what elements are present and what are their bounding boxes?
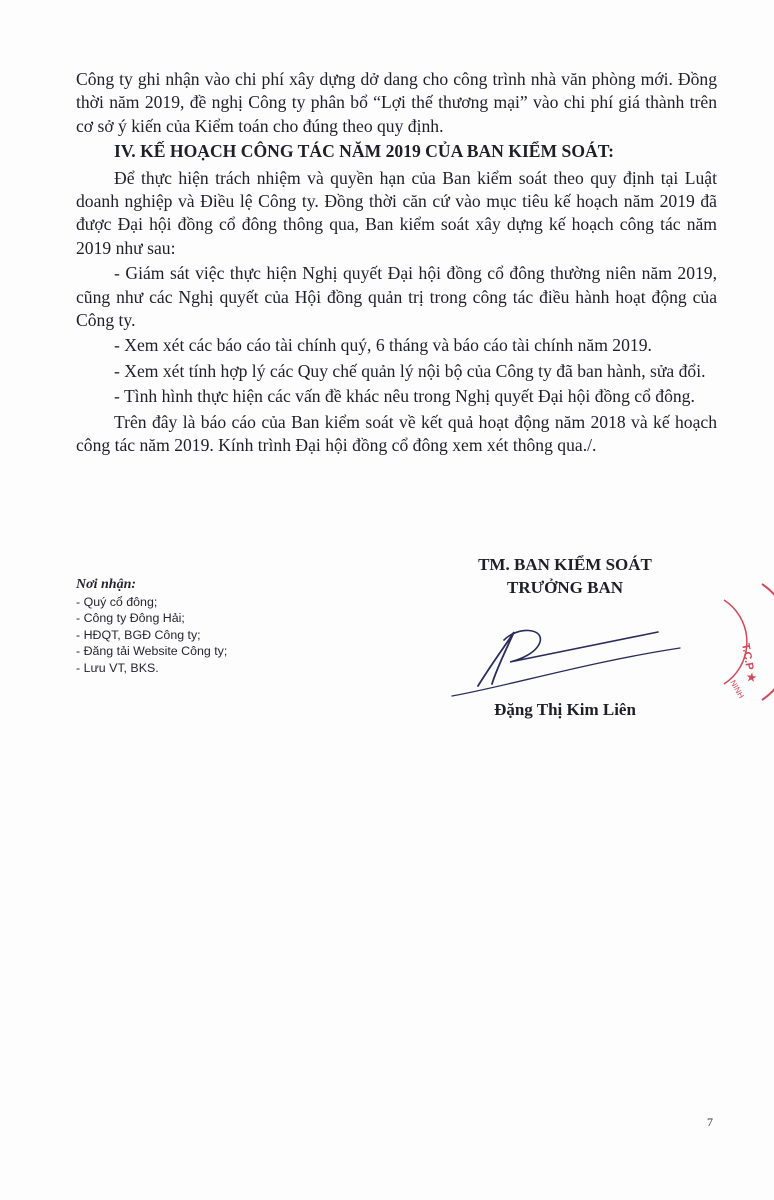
handwritten-signature [448,620,688,700]
bullet-item: - Giám sát việc thực hiện Nghị quyết Đại hội đồng cổ đông thường niên năm 2019, cũng như các Nghị quyết của Hội đồng quản trị trong công tác điều hành hoạt động của Công ty. [76,263,717,331]
signature-title-block [430,553,700,599]
recipient-item: - Công ty Đông Hải; [76,611,185,626]
signature-position-line: TRƯỞNG BAN [506,578,623,597]
svg-text:T.C.P ★: T.C.P ★ [739,642,758,684]
recipient-item: - HĐQT, BGĐ Công ty; [76,627,201,642]
paragraph-plan: Để thực hiện trách nhiệm và quyền hạn của Ban kiểm soát theo quy định tại Luật doanh nghiệp và Điều lệ Công ty. Đồng thời căn cứ vào mục tiêu kế hoạch năm 2019 đã được Đại hội đồng cổ đông thông qua, Ban kiểm soát xây dựng kế hoạch công tác năm 2019 như sau: [76,167,717,258]
page-number: 7 [707,1115,713,1129]
recipients-block [76,577,336,677]
section-heading: IV. KẾ HOẠCH CÔNG TÁC NĂM 2019 CỦA BAN KIỂM SOÁT: [114,141,614,162]
recipient-item: - Quý cổ đông; [76,594,158,609]
recipient-item: - Lưu VT, BKS. [76,660,159,675]
company-seal [716,582,774,702]
recipient-item: - Đăng tải Website Công ty; [76,644,228,659]
signature-org-line: TM. BAN KIỂM SOÁT [478,555,652,574]
bullet-item: - Tình hình thực hiện các vấn đề khác nêu trong Nghị quyết Đại hội đồng cổ đông. [114,386,695,407]
bullet-item: - Xem xét tính hợp lý các Quy chế quản lý nội bộ của Công ty đã ban hành, sửa đổi. [114,360,706,381]
bullet-item: - Xem xét các báo cáo tài chính quý, 6 tháng và báo cáo tài chính năm 2019. [114,335,652,356]
recipients-title: Nơi nhận: [76,577,137,592]
signer-name: Đặng Thị Kim Liên [494,700,636,719]
svg-text:NINH: NINH [728,678,746,700]
closing-paragraph: Trên đây là báo cáo của Ban kiểm soát về kết quả hoạt động năm 2018 và kế hoạch công tác năm 2019. Kính trình Đại hội đồng cổ đông xem xét thông qua./. [76,411,717,456]
report-body [76,68,717,460]
paragraph-intro: Công ty ghi nhận vào chi phí xây dựng dở dang cho công trình nhà văn phòng mới. Đồng thời năm 2019, đề nghị Công ty phân bổ “Lợi thế thương mại” vào chi phí giá thành trên cơ sở ý kiến của Kiểm toán cho đúng theo quy định. [76,69,717,136]
recipients-list [76,594,336,677]
